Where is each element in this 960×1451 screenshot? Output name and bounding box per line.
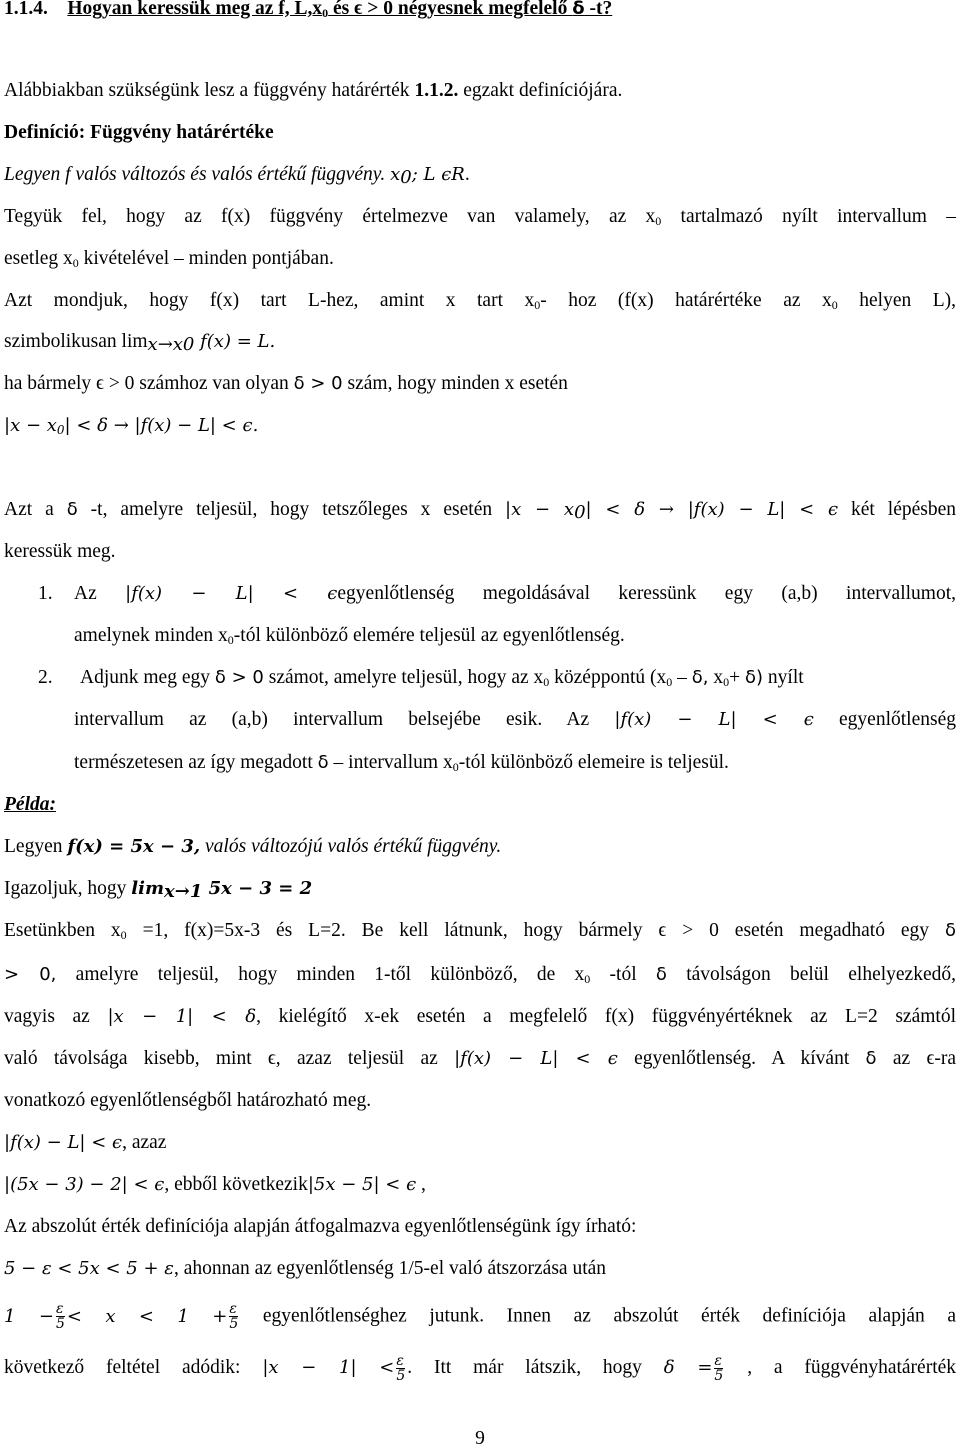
text-line: Az abszolút érték definíciója alapján átfogalmazva egyenlőtlenségünk így írható: bbox=[4, 1216, 637, 1237]
fraction: $\frac{\varepsilon}{5}$ bbox=[55, 1301, 65, 1332]
step-line: amelynek minden $x_0$-tól különböző elemére teljesül az egyenlőtlenség. bbox=[74, 625, 625, 647]
step-line: intervallum az (a,b) intervallum belsejébe esik. Az |f(x) − L| < ϵ egyenlőtlenség bbox=[74, 709, 956, 730]
fraction: $\frac{\varepsilon}{5}$ bbox=[229, 1301, 239, 1332]
definition-title: Definíció: Függvény határértéke bbox=[4, 122, 274, 143]
step-number: 2. bbox=[38, 667, 53, 688]
text-line: keressük meg. bbox=[4, 541, 116, 562]
formula: 5 − ε < 5x < 5 + ε, ahonnan az egyenlőtlenség 1/5-el való átszorzása után bbox=[4, 1258, 607, 1279]
definition-line: ha bármely ϵ > 0 számhoz van olyan δ > 0 szám, hogy minden x esetén bbox=[4, 373, 568, 394]
formula: $|x - x_0| < \delta \to |f(x) - L| < \epsilon$. bbox=[4, 415, 259, 437]
text-line: Azt a δ -t, amelyre teljesül, hogy tetszőleges x esetén $|x - x_0| < \delta \to |f(x) - L| < \epsilon$ két lépésben bbox=[4, 499, 957, 523]
intro-line: Alábbiakban szükségünk lesz a függvény határérték 1.1.2. egzakt definíciójára. bbox=[4, 80, 623, 101]
page-number: 9 bbox=[475, 1428, 485, 1449]
definition-line: Tegyük fel, hogy az f(x) függvény értelmezve van valamely, az $x_0$ tartalmazó nyílt intervallum – bbox=[4, 206, 956, 228]
definition-line: esetleg $x_0$ kivételével – minden pontjában. bbox=[4, 248, 334, 270]
fraction: $\frac{\varepsilon}{5}$ bbox=[714, 1353, 724, 1384]
definition-line: Azt mondjuk, hogy f(x) tart L-hez, amint x tart $x_0-$ hoz (f(x) határértéke az $x_0$ helyen L), bbox=[4, 290, 956, 312]
formula-line: következő feltétel adódik: |x − 1| < $\frac{\varepsilon}{5}$ . Itt már látszik, hogy δ = $\frac{\varepsilon}{5}$ , a függvényhatárérték bbox=[4, 1353, 957, 1384]
step-line: Az |f(x) − L| < ϵegyenlőtlenség megoldásával keressünk egy (a,b) intervallumot, bbox=[74, 583, 956, 604]
fraction: $\frac{\varepsilon}{5}$ bbox=[396, 1353, 406, 1384]
example-line: való távolsága kisebb, mint ϵ, azaz teljesül az |f(x) − L| < ϵ egyenlőtlenség. A kívánt δ az ϵ-ra bbox=[4, 1048, 956, 1069]
example-line: vagyis az |x − 1| < δ, kielégítő x-ek esetén a megfelelő f(x) függvényértéknek az L=2 számtól bbox=[4, 1006, 956, 1027]
step-line: természetesen az így megadott δ – intervallum $x_0$-tól különböző elemeire is teljesül. bbox=[74, 752, 729, 774]
formula: |f(x) − L| < ϵ, azaz bbox=[4, 1132, 167, 1153]
example-line: Esetünkben $x_0 =1$, f(x)=5x-3 és L=2. Be kell látnunk, hogy bármely ϵ > 0 esetén megadható egy δ bbox=[4, 920, 956, 942]
formula-line: 1 − $\frac{\varepsilon}{5}$ < x < 1 + $\frac{\varepsilon}{5}$ egyenlőtlenséghez jutunk. Innen az abszolút érték definíciója alapján a bbox=[4, 1301, 956, 1332]
example-line: Legyen f(x) = 5x − 3, valós változójú valós értékű függvény. bbox=[4, 836, 502, 857]
limit-notation: szimbolikusan $\lim_{x\to x0} f(x) = L$. bbox=[4, 331, 276, 355]
section-heading: 1.1.4. Hogyan keressük meg az f, $L,x_0$ és ϵ > 0 négyesnek megfelelő δ -t? bbox=[4, 0, 613, 20]
step-line: Adjunk meg egy δ > 0 számot, amelyre teljesül, hogy az $x_0$ középpontú ($x_0$ – δ, $x_0+ \delta$) nyílt bbox=[80, 667, 804, 689]
example-line: > 0, amelyre teljesül, hogy minden 1-től különböző, de $x_0$ -tól δ távolságon belül elhelyezkedő, bbox=[4, 964, 956, 986]
definition-line: Legyen f valós változós és valós értékű függvény. $x_0$; L ϵR. bbox=[4, 164, 470, 188]
example-title: Példa: bbox=[4, 794, 56, 815]
formula: |(5x − 3) − 2| < ϵ, ebből következik|5x − 5| < ϵ , bbox=[4, 1174, 426, 1195]
example-line: Igazoljuk, hogy $\lim_{x\to 1} 5x - 3 = 2$ bbox=[4, 878, 313, 902]
example-line: vonatkozó egyenlőtlenségből határozható meg. bbox=[4, 1090, 372, 1111]
step-number: 1. bbox=[38, 583, 53, 604]
